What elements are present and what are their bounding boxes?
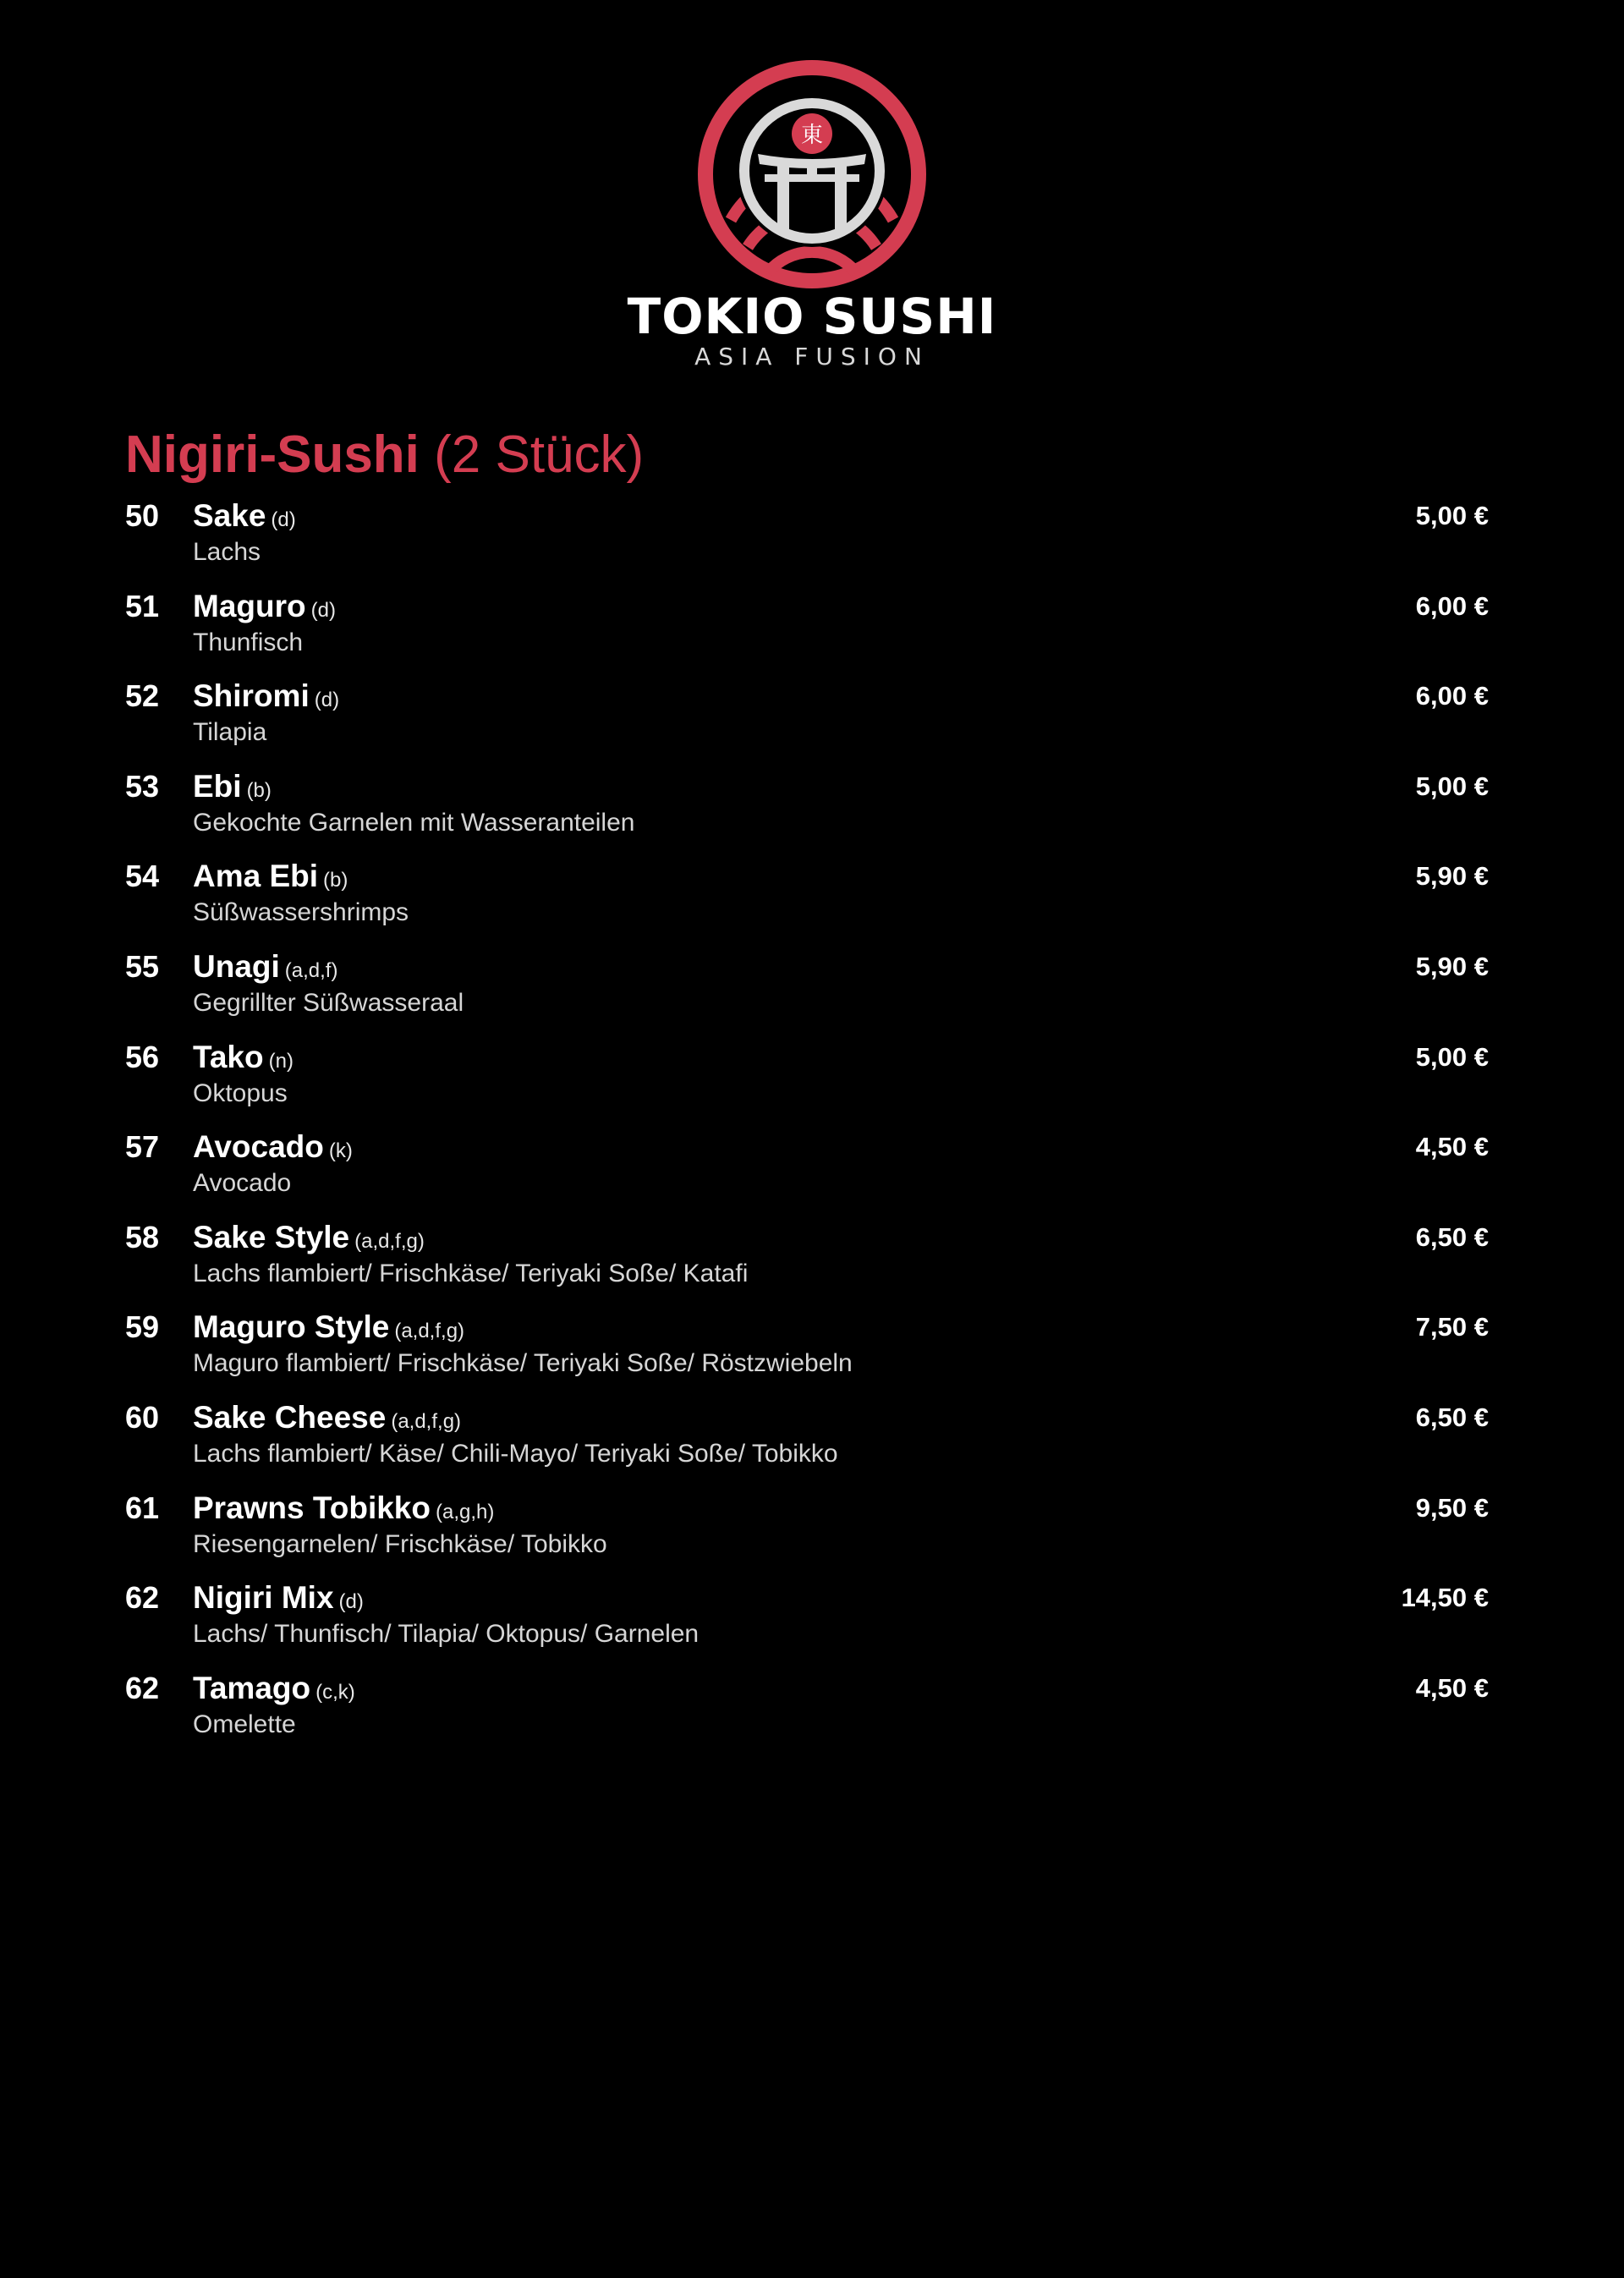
item-allergens: (d)	[338, 1590, 364, 1614]
restaurant-logo	[0, 59, 1624, 381]
item-number: 62	[125, 1670, 160, 1705]
item-description: Riesengarnelen/ Frischkäse/ Tobikko	[193, 1529, 607, 1558]
menu-item	[0, 856, 1624, 947]
item-price: 6,50 €	[1415, 1402, 1489, 1432]
item-name: Prawns Tobikko	[193, 1490, 431, 1525]
item-name: Sake	[193, 498, 266, 533]
item-number: 52	[125, 678, 160, 714]
item-price: 4,50 €	[1415, 1132, 1489, 1162]
item-price: 5,00 €	[1415, 1041, 1489, 1072]
item-allergens: (a,d,f)	[284, 958, 338, 982]
menu-item	[0, 1127, 1624, 1217]
item-allergens: (d)	[271, 508, 296, 531]
section-title	[125, 421, 644, 489]
item-price: 5,00 €	[1415, 501, 1489, 530]
item-description: Thunfisch	[193, 628, 304, 656]
item-description: Oktopus	[193, 1079, 288, 1107]
item-allergens: (b)	[246, 778, 272, 802]
item-price: 7,50 €	[1415, 1312, 1489, 1342]
section-title-quantity: (2 Stück)	[434, 425, 645, 484]
item-allergens: (n)	[268, 1049, 294, 1073]
menu-item	[0, 1578, 1624, 1668]
item-number: 51	[125, 588, 160, 623]
item-price: 14,50 €	[1401, 1583, 1489, 1613]
item-name: Maguro	[193, 588, 306, 623]
item-name: Shiromi	[193, 678, 310, 714]
item-description: Gekochte Garnelen mit Wasseranteilen	[193, 808, 635, 837]
menu-item	[0, 1307, 1624, 1397]
item-allergens: (a,g,h)	[436, 1500, 495, 1523]
item-number: 62	[125, 1580, 160, 1616]
item-name: Tamago	[193, 1670, 311, 1705]
item-allergens: (c,k)	[315, 1680, 355, 1704]
item-price: 4,50 €	[1415, 1672, 1489, 1703]
item-name: Tako	[193, 1039, 264, 1074]
item-price: 5,90 €	[1415, 951, 1489, 981]
item-description: Gegrillter Süßwasseraal	[193, 988, 464, 1017]
item-description: Lachs flambiert/ Käse/ Chili-Mayo/ Teriyaki Soße/ Tobikko	[193, 1439, 838, 1468]
menu-item	[0, 496, 1624, 586]
item-description: Lachs flambiert/ Frischkäse/ Teriyaki Soße/ Katafi	[193, 1259, 749, 1287]
item-number: 57	[125, 1129, 160, 1165]
item-allergens: (a,d,f,g)	[354, 1229, 425, 1253]
menu-item	[0, 1217, 1624, 1308]
menu-item	[0, 1668, 1624, 1759]
section-title-name: Nigiri-Sushi	[125, 425, 420, 484]
item-name: Avocado	[193, 1129, 324, 1165]
menu-item	[0, 676, 1624, 766]
item-number: 54	[125, 859, 160, 894]
item-description: Lachs	[193, 538, 261, 566]
item-price: 6,00 €	[1415, 681, 1489, 711]
menu-item	[0, 1397, 1624, 1488]
item-price: 6,50 €	[1415, 1221, 1489, 1252]
logo-glyph: 東	[800, 123, 824, 148]
item-number: 58	[125, 1219, 160, 1254]
item-name: Ebi	[193, 768, 242, 804]
item-description: Omelette	[193, 1710, 296, 1738]
item-name: Sake Style	[193, 1219, 350, 1254]
item-name: Ama Ebi	[193, 859, 319, 894]
item-name: Unagi	[193, 948, 280, 984]
item-description: Maguro flambiert/ Frischkäse/ Teriyaki Soße/ Röstzwiebeln	[193, 1349, 853, 1378]
item-number: 55	[125, 948, 160, 984]
item-price: 9,50 €	[1415, 1492, 1489, 1523]
item-number: 60	[125, 1399, 160, 1435]
item-price: 5,00 €	[1415, 771, 1489, 801]
menu-item	[0, 947, 1624, 1037]
item-number: 61	[125, 1490, 160, 1525]
item-number: 53	[125, 768, 160, 804]
item-number: 56	[125, 1039, 160, 1074]
item-description: Tilapia	[193, 718, 267, 747]
item-number: 50	[125, 498, 160, 533]
menu-item	[0, 586, 1624, 677]
item-number: 59	[125, 1309, 160, 1345]
brand-tagline: ASIA FUSION	[694, 343, 930, 371]
item-allergens: (k)	[328, 1139, 353, 1163]
item-description: Avocado	[193, 1169, 292, 1198]
item-description: Süßwassershrimps	[193, 898, 409, 927]
torii-gate-logo-icon	[697, 59, 927, 289]
menu-item	[0, 766, 1624, 857]
item-price: 5,90 €	[1415, 861, 1489, 892]
item-name: Sake Cheese	[193, 1399, 387, 1435]
item-allergens: (d)	[310, 598, 336, 622]
brand-name: TOKIO SUSHI	[627, 288, 997, 345]
menu-list	[0, 496, 1624, 1758]
item-allergens: (d)	[314, 689, 340, 712]
item-description: Lachs/ Thunfisch/ Tilapia/ Oktopus/ Garnelen	[193, 1620, 700, 1649]
item-allergens: (b)	[323, 869, 348, 892]
item-allergens: (a,d,f,g)	[394, 1320, 465, 1343]
menu-item	[0, 1037, 1624, 1128]
item-name: Maguro Style	[193, 1309, 390, 1345]
item-name: Nigiri Mix	[193, 1580, 334, 1616]
menu-item	[0, 1488, 1624, 1578]
item-price: 6,00 €	[1415, 590, 1489, 621]
item-allergens: (a,d,f,g)	[391, 1409, 462, 1433]
